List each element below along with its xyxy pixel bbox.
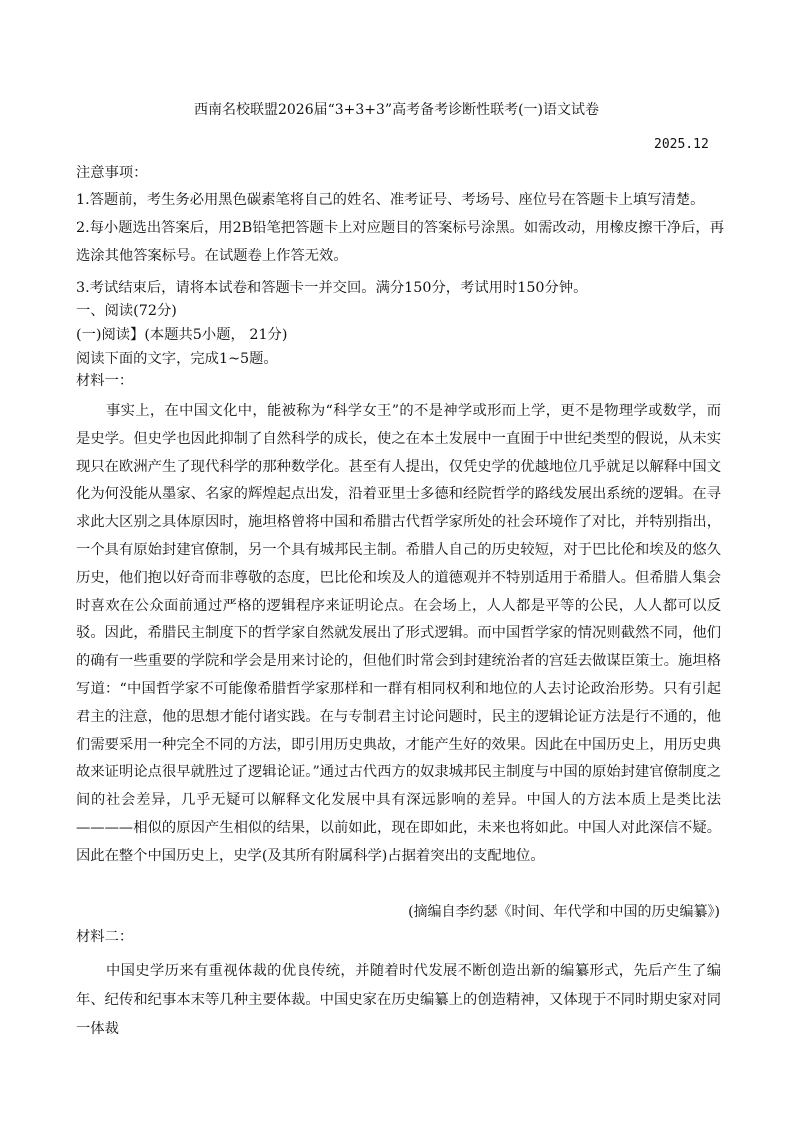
exam-date: 2025.12 bbox=[654, 137, 709, 152]
subsection-heading: (一)阅读】(本题共5小题， 21分) bbox=[76, 327, 288, 343]
reading-instruction: 阅读下面的文字，完成1~5题。 bbox=[76, 351, 278, 367]
notice-heading: 注意事项： bbox=[76, 165, 148, 181]
material-1-label: 材料一： bbox=[76, 373, 134, 389]
material-2-text: 中国史学历来有重视体裁的优良传统，并随着时代发展不断创造出新的编纂形式，先后产生了编年、纪传和纪事本末等几种主要体裁。中国史家在历史编纂上的创造精神，又体现于不同时期史家对同一体裁 bbox=[76, 963, 721, 1037]
material-1-source: (摘编自李约瑟《时间、年代学和中国的历史编纂》) bbox=[408, 904, 720, 920]
notice-item-3: 3.考试结束后，请将本试卷和答题卡一并交回。满分150分，考试用时150分钟。 bbox=[76, 280, 588, 296]
part-heading: 一、阅读(72分) bbox=[76, 303, 177, 319]
material-2-label: 材料二： bbox=[76, 929, 134, 945]
notice-item-1: 1.答题前，考生务必用黑色碳素笔将自己的姓名、准考证号、考场号、座位号在答题卡上填写清楚。 bbox=[76, 192, 705, 208]
exam-title: 西南名校联盟2026届“3+3+3”高考备考诊断性联考(一)语文试卷 bbox=[193, 102, 600, 118]
material-1-text: 事实上，在中国文化中，能被称为“科学女王”的不是神学或形而上学，更不是物理学或数学，而是史学。但史学也因此抑制了自然科学的成长，使之在本土发展中一直囿于中世纪类型的假说，从未实现只在欧洲产生了现代科学的那种数学化。甚至有人提出，仅凭史学的优越地位几乎就足以解释中国文化为何没能从墨家、名家的辉煌起点出发，沿着亚里士多德和经院哲学的路线发展出系统的逻辑。在寻求此大区别之具体原因时，施坦格曾将中国和希腊古代哲学家所处的社会环境作了对比，并特别指出，一个具有原始封建官僚制，另一个具有城邦民主制。希腊人自己的历史较短，对于巴比伦和埃及的悠久历史，他们抱以好奇而非尊敬的态度，巴比伦和埃及人的道德观并不特别适用于希腊人。但希腊人集会时喜欢在公众面前通过严格的逻辑程序来证明论点。在会场上，人人都是平等的公民，人人都可以反驳。因此，希腊民主制度下的哲学家自然就发展出了形式逻辑。而中国哲学家的情况则截然不同，他们的确有一些重要的学院和学会是用来讨论的，但他们时常会到封建统治者的宫廷去做谋臣策士。施坦格写道：“中国哲学家不可能像希腊哲学家那样和一群有相同权利和地位的人去讨论政治形势。只有引起君主的注意，他的思想才能付诸实践。在与专制君主讨论问题时，民主的逻辑论证方法是行不通的，他们需要采用一种完全不同的方法，即引用历史典故，才能产生好的效果。因此在中国历史上，用历史典故来证明论点很早就胜过了逻辑论证。”通过古代西方的奴隶城邦民主制度与中国的原始封建官僚制度之间的社会差异，几乎无疑可以解释文化发展中具有深远影响的差异。中国人的方法本质上是类比法————相似的原因产生相似的结果，以前如此，现在即如此，未来也将如此。中国人对此深信不疑。因此在整个中国历史上，史学(及其所有附属科学)占据着突出的支配地位。 bbox=[76, 403, 721, 864]
notice-item-2: 2.每小题选出答案后，用2B铅笔把答题卡上对应题目的答案标号涂黑。如需改动，用橡皮擦干净后，再选涂其他答案标号。在试题卷上作答无效。 bbox=[76, 220, 725, 264]
